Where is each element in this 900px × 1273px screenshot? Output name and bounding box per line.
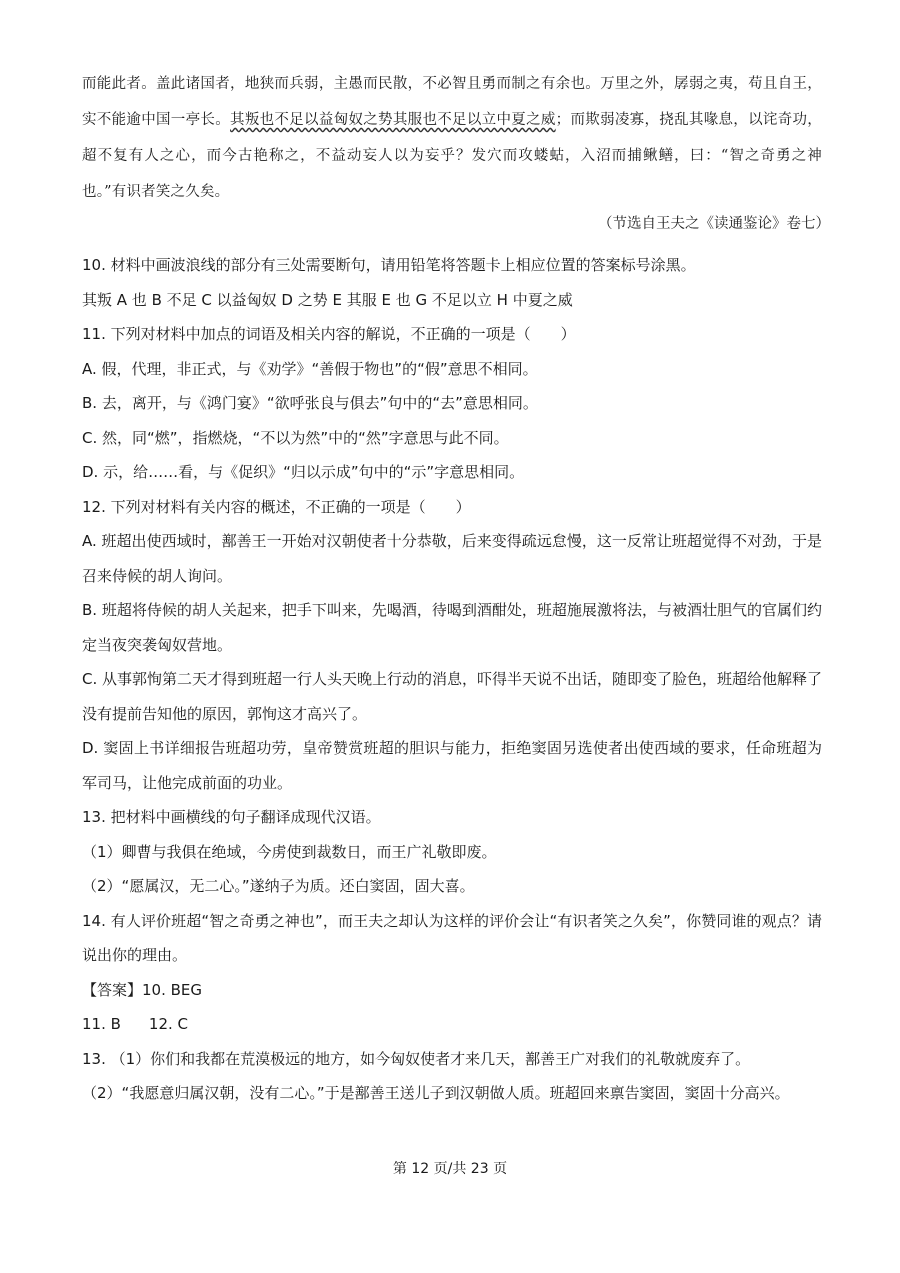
question-11-stem: 11. 下列对材料中加点的词语及相关内容的解说，不正确的一项是（ ） [82,325,576,343]
question-12-stem: 12. 下列对材料有关内容的概述，不正确的一项是（ ） [82,497,471,516]
question-11-option-d: D. 示，给……看，与《促织》“归以示成”句中的“示”字意思相同。 [82,463,525,481]
excerpt-text-2: ；而欺弱凌寡，挠乱其喙息，以诧奇功，超不复有人之心，而今古艳称之，不益动妄人以为妄乎？发穴而攻蝼蛄，入沼而捕鳅鳝，曰：“智之奇勇之神也。”有识者笑之久矣。 [82,112,822,200]
answer-13-1: 13. （1）你们和我都在荒漠极远的地方，如今匈奴使者才来几天，鄯善王广对我们的礼敬就废弃了。 [82,1049,751,1068]
question-12-option-d: D. 窦固上书详细报告班超功劳，皇帝赞赏班超的胆识与能力，拒绝窦固另选使者出使西域的要求，任命班超为军司马，让他完成前面的功业。 [82,739,822,792]
excerpt-text-1: 而能此者。盖此诸国者，地狭而兵弱，主愚而民散，不必智且勇而制之有余也。万里之外，孱弱之夷，苟且自王，实不能逾中国一亭长。 [82,76,822,128]
question-11-option-a: A. 假，代理，非正式，与《劝学》“善假于物也”的“假”意思不相同。 [82,359,538,378]
question-12-option-b: B. 班超将侍候的胡人关起来，把手下叫来，先喝酒，待喝到酒酣处，班超施展激将法，与被酒壮胆气的官属们约定当夜突袭匈奴营地。 [82,601,822,654]
page-footer: 第 12 页/共 23 页 [392,1161,508,1177]
question-12-option-a: A. 班超出使西域时，鄯善王一开始对汉朝使者十分恭敬，后来变得疏远怠慢，这一反常让班超觉得不对劲，于是召来侍候的胡人询问。 [82,532,822,585]
excerpt-source: （节选自王夫之《读通鉴论》卷七） [598,216,830,232]
question-13-sentence-1: （1）卿曹与我俱在绝域，今虏使到裁数日，而王广礼敬即废。 [82,842,497,861]
answer-10: 【答案】10. BEG [82,980,203,999]
question-10-text: 其叛 A 也 B 不足 C 以益匈奴 D 之势 E 其服 E 也 G 不足以立 H 中夏之威 [82,290,573,309]
question-10-stem: 10. 材料中画波浪线的部分有三处需要断句，请用铅笔将答题卡上相应位置的答案标号涂黑。 [82,256,696,274]
question-13-stem: 13. 把材料中画横线的句子翻译成现代汉语。 [82,808,381,826]
question-12-option-c: C. 从事郭恂第二天才得到班超一行人头天晚上行动的消息，吓得半天说不出话，随即变了脸色，班超给他解释了没有提前告知他的原因，郭恂这才高兴了。 [82,670,823,723]
excerpt-paragraph [82,66,822,210]
classical-excerpt [82,66,822,210]
question-14-stem: 14. 有人评价班超“智之奇勇之神也”，而王夫之却认为这样的评价会让“有识者笑之久矣”，你赞同谁的观点？请说出你的理由。 [82,911,822,964]
question-11-option-b: B. 去，离开，与《鸿门宴》“欲呼张良与俱去”句中的“去”意思相同。 [82,394,538,412]
questions-section [82,248,822,1111]
answer-13-2: （2）“我愿意归属汉朝，没有二心。”于是鄯善王送儿子到汉朝做人质。班超回来禀告窦固，窦固十分高兴。 [82,1084,790,1102]
question-11-option-c: C. 然，同“燃”，指燃烧，“不以为然”中的“然”字意思与此不同。 [82,428,509,447]
wavy-underlined-sentence: 其叛也不足以益匈奴之势其服也不足以立中夏之威 [230,112,556,128]
answer-11-12 [82,1007,822,1042]
answer-12: 12. C [148,1015,189,1033]
question-13-sentence-2: （2）“愿属汉，无二心。”遂纳子为质。还白窦固，固大喜。 [82,877,475,895]
answer-11: 11. B [82,1015,121,1033]
